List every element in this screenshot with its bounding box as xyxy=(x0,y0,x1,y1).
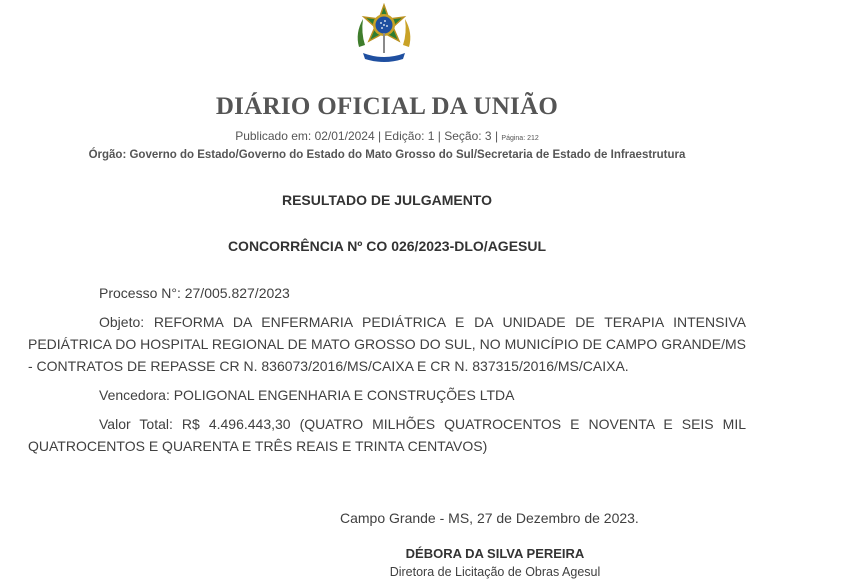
newspaper-title: DIÁRIO OFICIAL DA UNIÃO xyxy=(215,93,559,120)
process-number: Processo N°: 27/005.827/2023 xyxy=(99,285,290,301)
issuing-body: Órgão: Governo do Estado/Governo do Estado do Mato Grosso do Sul/Secretaria de Estado de Infraestrutura xyxy=(88,149,686,161)
total-value-paragraph: Valor Total: R$ 4.496.443,30 (QUATRO MILHÕES QUATROCENTOS E NOVENTA E SEIS MIL QUATROCENTOS E QUARENTA E TRÊS REAIS E TRINTA CENTAVOS) xyxy=(28,416,746,454)
publication-info xyxy=(0,129,774,143)
signer-name: DÉBORA DA SILVA PEREIRA xyxy=(405,546,585,561)
page-number: Página: 212 xyxy=(501,135,539,142)
signer-role: Diretora de Licitação de Obras Agesul xyxy=(389,565,601,579)
place-and-date: Campo Grande - MS, 27 de Dezembro de 2023. xyxy=(340,510,639,526)
act-heading: RESULTADO DE JULGAMENTO xyxy=(281,192,492,208)
publication-details: Publicado em: 02/01/2024 | Edição: 1 | Seção: 3 | xyxy=(235,129,499,143)
act-subheading: CONCORRÊNCIA Nº CO 026/2023-DLO/AGESUL xyxy=(227,238,547,254)
brazil-coat-of-arms-icon xyxy=(349,3,419,67)
winner-paragraph: Vencedora: POLIGONAL ENGENHARIA E CONSTRUÇÕES LTDA xyxy=(99,387,515,403)
object-paragraph: Objeto: REFORMA DA ENFERMARIA PEDIÁTRICA E DA UNIDADE DE TERAPIA INTENSIVA PEDIÁTRICA DO HOSPITAL REGIONAL DE MATO GROSSO DO SUL, NO MUNICÍPIO DE CAMPO GRANDE/MS - CONTRATOS DE REPASSE CR N. 836073/2016/MS/CAIXA E CR N. 837315/2016/MS/CAIXA. xyxy=(28,314,746,374)
